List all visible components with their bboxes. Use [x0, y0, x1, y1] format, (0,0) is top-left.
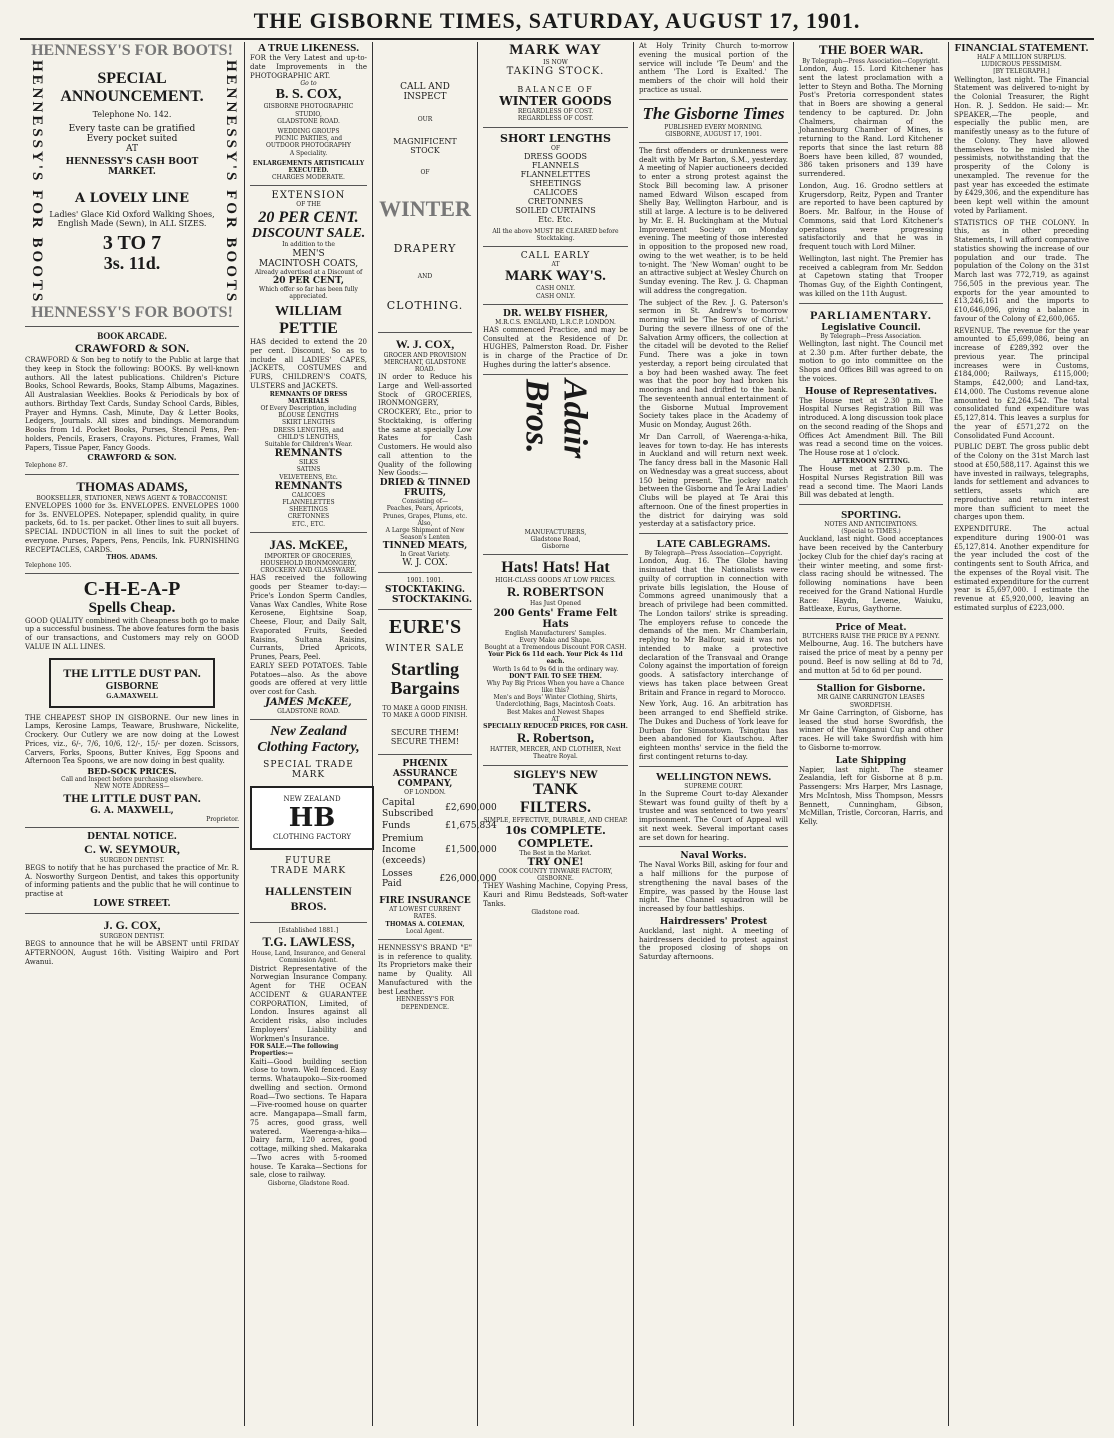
- adams-telephone: Telephone 105.: [25, 561, 72, 569]
- shipment: A Large Shipment of New Season's Lenten: [385, 526, 465, 542]
- allowed: Already advertised at a Discount of: [254, 268, 363, 276]
- boer-text: London, Aug. 15. Lord Kitchener has sent the latest proclamation with a letter to Steyn and Botha. The Morning Post's Pretoria correspondent states that in Boers are showing a general tendency to be captured. Dr. John Chalmers, chairman of the Johannesburg Chamber of Mines, is returning to the Rand. Lord Kitchener reports that since the last return 88 Boers have been killed, 87 wounded, 386 taken prisoners and 139 have surrendered.: [799, 65, 943, 179]
- robertson: R. ROBERTSON: [506, 584, 605, 600]
- cox-dentist-sub: SURGEON DENTIST.: [99, 932, 165, 940]
- local-agent: Local Agent.: [405, 927, 445, 935]
- addition: In addition to the: [282, 241, 335, 249]
- above-cleared: All the above MUST BE CLEARED before Stocktaking.: [492, 227, 619, 242]
- mens: MEN'S: [292, 248, 325, 259]
- herb-text: THEY Washing Machine, Copying Press, Kauri and Rimu Bedsteads, Soft-water Tanks.: [483, 882, 628, 908]
- shipping-text: Napier, last night. The steamer Zealandia, left for Gisborne at 8 p.m. Passengers: Mrs Harper, Mrs Lasnage, Mrs McIntosh, Miss Thompson, Messrs Bennett, Cunningham, Gibson, McMillan, Tristle, Corcoran, Harris, and Kelly.: [799, 765, 943, 826]
- fin-text-3: REVENUE. The revenue for the year amounted to £5,699,086, being an increase of £289,392 over the previous year. The principal increases were in Customs, £184,000; Railways, £115,000; Stamps, £42,000; and Land-tax, £14,000. The Customs revenue alone amounted to £2,264,542. The total consolidated fund expenditure was £5,127,814. This leaves a surplus for the year of £571,272 on the Consolidated Fund Account.: [954, 326, 1089, 440]
- boer-sub: By Telegraph—Press Association—Copyright.: [802, 58, 940, 65]
- cheap-title: C-H-E-A-P: [83, 577, 181, 600]
- dustpan-logo-title: THE LITTLE DUST PAN.: [63, 665, 201, 680]
- lawless-text: District Representative of the Norwegian Insurance Company. Agent for THE OCEAN ACCIDENT & GUARANTEE CORPORATION, Limited, of London. Insures against all Accident risks, also includes Employers' Liability and Workmen's Insurance.: [250, 964, 367, 1043]
- special-announcement: SPECIAL ANNOUNCEMENT.: [60, 70, 204, 105]
- phoenix: PHŒNIX ASSURANCE COMPANY,: [392, 758, 458, 789]
- church-text: At Holy Trinity Church to-morrow evening the musical portion of the service will include 'Te Deum' and the anthem 'The Lord is Exalted.' The members of the choir will hold their practice as usual.: [639, 42, 788, 94]
- winter: WINTER: [379, 196, 471, 222]
- paper-sub: PUBLISHED EVERY MORNING.: [664, 123, 763, 131]
- house-reps: House of Representatives.: [804, 386, 937, 397]
- sigley: SIGLEY'S NEW: [513, 769, 598, 781]
- editorial-3: Mr Dan Carroll, of Waerenga-a-hika, leaves for town to-day. He has interests in Auckland and will return next week. The fancy dress ball in the Masonic Hall on Wednesday was a great success, about 150 being present. The jockey match between the Gisborne and Te Arai Ladies' Clubs will be played at Te Arai this afternoon. One of the finest properties in the district for dairying was sold yesterday at a satisfactory price.: [639, 432, 788, 529]
- capital-value: £2,690,000: [445, 803, 497, 814]
- notes-anticipations: NOTES AND ANTICIPATIONS.: [824, 521, 918, 529]
- fin-text-4: PUBLIC DEBT. The gross public debt of the Colony on the 31st March last stood at £50,588,117. Against this we have invested in railways, telegraphs, lands for settlement and advances to settlers, assets which are reproductive and return interest more than sufficient to meet the charges upon them.: [954, 443, 1089, 522]
- suitable: Suitable for Children's Wear.: [264, 441, 353, 449]
- lowest-rates: AT LOWEST CURRENT RATES.: [389, 906, 461, 921]
- call-early: CALL EARLY: [520, 251, 591, 262]
- editorial-1: The first offenders or drunkenness were dealt with by Mr Barton, S.M., yesterday. A meeting of Napier auctioneers decided to enter a strong protest against the Stock Bill becoming law. A prisoner named Edward Wilson escaped from Shelly Bay, Wellington Harbour, and is still at large. A lecture is to be delivered by Mr. E. H. Buckingham at the Mutual Improvement Society on Monday evening. The meeting of those interested in opposition to the proposed new road, owing to the wet weather, is to be held to-night. The 'New Woman' ought to be an attractive subject at Wesley Church on Sunday evening. The Rev. J. G. Chapman will address the congregation.: [639, 146, 788, 295]
- gisborne-addr: Gisborne, Gladstone Road.: [267, 1180, 350, 1188]
- stallion: Stallion for Gisborne.: [816, 684, 926, 695]
- balance: BALANCE OF: [517, 85, 594, 95]
- hennessy-side-right: HENNESSY'S FOR BOOTS: [223, 60, 239, 305]
- proprietor: Proprietor.: [206, 815, 239, 823]
- mckee-addr: GLADSTONE ROAD.: [277, 707, 340, 715]
- stocktaking-2: STOCKTAKING.: [392, 594, 472, 605]
- boer-text-2: London, Aug. 16. Grodno settlers at Krugersdorp, Reitz, Pypen and Tranter are reported to have been captured by Boers. Mr. Balfour, in the House of Commons, said that Lord Kitchener's operations were progressing satisfactorily and that he was in frequent touch with Lord Milner.: [799, 181, 943, 252]
- column-5: [634, 42, 793, 1426]
- percent: 20 PER CENT.: [258, 208, 359, 226]
- robertson-2: R. Robertson,: [517, 730, 594, 746]
- crawford-sign: CRAWFORD & SON.: [87, 452, 177, 463]
- hennessy-banner-bottom: HENNESSY'S FOR BOOTS!: [31, 304, 233, 322]
- discount-sale: DISCOUNT SALE.: [251, 226, 366, 242]
- council-text: Wellington, last night. The Council met at 2.30 p.m. After further debate, the motion to go into committee on the Shops and Offices Bill was agreed to on the voices.: [799, 339, 943, 383]
- allowed2: 20 PER CENT,: [273, 275, 344, 286]
- taking-stock: TAKING STOCK.: [506, 66, 605, 78]
- dustpan-logo-town: GISBORNE: [105, 680, 159, 692]
- late-shipping: Late Shipping: [835, 755, 907, 766]
- for-sale: FOR SALE.—The following Properties:—: [250, 1043, 339, 1058]
- mckee-text: HAS received the following goods per Steamer to-day:— Price's London Sperm Candles, Vanas Wax Candles, White Rose Kerosene, Eightsine Soap, Cheese, Flour, and Daily Salt, Evaporated Fruits, Seeded Raisins, Sultana Raisins, Currants, Dried Apricots, Prunes, Pears, Peel.: [250, 574, 367, 662]
- capital-label: Premium Income (exceeds): [382, 834, 426, 866]
- dont-fail: DON'T FAIL TO SEE THEM.: [509, 672, 602, 680]
- wj-cox: W. J. COX,: [395, 336, 455, 351]
- remnant-items-2: CALICOES FLANNELETTES SHEETINGS CRETONNES ETC., ETC.: [282, 491, 335, 528]
- paper-date: GISBORNE, AUGUST 17, 1901.: [665, 130, 762, 138]
- late-text-2: New York, Aug. 16. An arbitration has been arranged to end Sheffield strike. The Dukes and Duchess of York leave for Durban for Simonstown. Tsingtau has been abandoned for Kiautschou. After eighteen months' service in the field the first contingent returns to-day.: [639, 700, 788, 761]
- wj-cox-text: IN order to Reduce his Large and Well-assorted Stock of GROCERIES, IRONMONGERY, CROCKERY, Etc., prior to Stocktaking, is offering the same at specially Low Rates for Cash Customers. He would also call attention to the Quality of the following New Goods:—: [378, 373, 472, 478]
- blouse-lengths: BLOUSE LENGTHS SKIRT LENGTHS DRESS LENGTHS, and CHILD'S LENGTHS,: [273, 412, 344, 441]
- enlargements: ENLARGEMENTS ARTISTICALLY EXECUTED.: [252, 159, 365, 174]
- adair-town: Gisborne: [541, 543, 570, 550]
- column-4: [478, 42, 633, 1426]
- column-1: [20, 42, 244, 1426]
- wellington-news: WELLINGTON NEWS.: [655, 770, 772, 783]
- naval-works: Naval Works.: [680, 851, 747, 862]
- stallion-text: Mr Gaine Carrington, of Gisborne, has leased the stud horse Swordfish, the winner of the Wanganui Cup and other races. He will take Swordfish with him to Gisborne to-morrow.: [799, 708, 943, 752]
- consisting: Consisting of—: [402, 498, 448, 506]
- telephone: Telephone No. 142.: [92, 110, 172, 119]
- afternoon-text: The House met at 2.30 p.m. The Hospital Nurses Registration Bill was read a second time. The Maori Lands Bill was debated at length.: [799, 465, 943, 500]
- wj-cox-sub: GROCER AND PROVISION MERCHANT, GLADSTONE ROAD.: [383, 351, 467, 373]
- logo-hb: HB: [288, 802, 336, 833]
- maxwell: G. A. MAXWELL,: [90, 805, 174, 816]
- true-likeness: A TRUE LIKENESS.: [258, 42, 359, 54]
- by-telegraph: [BY TELEGRAPH.]: [993, 68, 1050, 76]
- dustpan-text: THE CHEAPEST SHOP IN GISBORNE. Our new lines in Lamps, Kerosine Lamps, Teaware, Brushware, Nickelite, Crockery. Our Cutlery we are now doing at the Lowest Prices, viz., 6/-, 7/6, 10/6, 12/-, 15/- per dozen. Scissors, Carvers, Forks, Spoons, Butter Knives, Egg Spoons and Afternoon Tea Spoons, we are now doing in best quality.: [25, 713, 239, 766]
- make-room: TO MAKE A GOOD FINISH. TO MAKE A GOOD FINISH.: [382, 705, 468, 720]
- lovely-line: A LOVELY LINE: [75, 190, 189, 206]
- cox-intro: FOR the Very Latest and up-to-date Improvements in the PHOTOGRAPHIC ART.: [250, 54, 367, 80]
- years: 1901. 1901.: [406, 577, 444, 585]
- legislative-council: Legislative Council.: [821, 322, 921, 333]
- remnants-3: REMNANTS: [274, 480, 343, 492]
- capital-value: £1,500,000: [445, 844, 497, 855]
- adair-manu: MANUFACTURERS,: [524, 528, 587, 536]
- mark-ways: MARK WAY'S.: [505, 268, 606, 285]
- parliamentary: PARLIAMENTARY.: [810, 307, 932, 322]
- fin-text-1: Wellington, last night. The Financial Statement was delivered to-night by the Colonial Treasurer, the Right Hon. R. J. Seddon. He said:— Mr. SPEAKER,—The people, and especially the public men, are manifestly uneasy as to the future of the Colony. They have allowed themselves to be misled by the pessimists, notwithstanding that the prosperity of the Colony is unexampled. The revenue for the past year has exceeded the estimate by £429,306, and the expenditure has been kept well within the amount voted by Parliament.: [954, 75, 1089, 215]
- cox-road: GLADSTONE ROAD.: [277, 117, 340, 125]
- hair-text: Auckland, last night. A meeting of hairdressers decided to protest against the proposed closing of shops on Saturday afternoons.: [639, 926, 788, 961]
- wj-cox-sign: W. J. COX.: [402, 558, 448, 569]
- eures: EURE'S: [388, 615, 462, 638]
- secure-them: SECURE THEM! SECURE THEM!: [390, 727, 460, 746]
- late-sub: By Telegraph—Press Association—Copyright.: [644, 550, 783, 558]
- cox-dentist: J. G. COX,: [103, 917, 161, 932]
- special-trade: SPECIAL TRADE: [263, 759, 354, 770]
- logo-nz: NEW ZEALAND: [283, 794, 341, 803]
- remnants-dress: REMNANTS OF DRESS MATERIALS: [269, 390, 348, 405]
- extension: EXTENSION: [271, 190, 346, 202]
- cox-dentist-text: BEGS to announce that he will be ABSENT until FRIDAY AFTERNOON, August 16th. Visiting Waipiro and Port Awanui.: [25, 940, 239, 966]
- masthead-title: THE GISBORNE TIMES, SATURDAY, AUGUST 17, 1901.: [253, 8, 861, 33]
- hennessy-brand: HENNESSY'S BRAND "E" is in reference to quality. Its Proprietors make their name by Quality. All Manufactured with the best Leather.: [378, 943, 472, 996]
- gladstone-rd: Gladstone road.: [531, 908, 580, 916]
- sporting-text: Auckland, last night. Good acceptances have been received by the Canterbury Jockey Club for the chief day's racing at their winter meeting, and some first-class racing should be witnessed. The following nominations have been received for the Grand National Hurdle Race: Haydn, Levene, Waiuku, Battleaxe, Eurus, Gaythorne.: [799, 535, 943, 614]
- afternoon-sitting: AFTERNOON SITTING.: [832, 457, 910, 465]
- tens-complete: 10s COMPLETE. COMPLETE.: [505, 823, 606, 850]
- crawford-text: CRAWFORD & Son beg to notify to the Public at large that they keep in Stock the following: BOOKS. By well-known authors. All the latest publications. Children's Picture Books, School Rewards, Books, Stamp Albums, Magazines. All Australasian Weeklies. Books & Periodicals by box of authors. Birthday Text Cards, Sunday School Cards, Bibles, Prayer and Hymns. Cash, Minute, Day & Letter Books, Ledgers, Journals. All sizes and bindings. Memorandum Books from 1d. Pocket Books, Purses, Stencil Pens, Pen-holders, Pencils, Erasers, Crayons. Pictures, Frames, Wall Papers, Tissue Paper, Fancy Goods.: [25, 356, 239, 452]
- fisher-sub: M.R.C.S. ENGLAND, L.R.C.P. LONDON.: [495, 318, 616, 326]
- established: [Established 1881.]: [278, 926, 339, 934]
- price-of-meat: Price of Meat.: [835, 623, 907, 634]
- supreme-court: SUPREME COURT.: [684, 782, 743, 790]
- half-million: HALF A MILLION SURPLUS.: [976, 54, 1067, 61]
- mckee-title: JAS. McKEE,: [269, 536, 348, 552]
- hennessy-dependence: HENNESSY'S FOR DEPENDENCE.: [396, 996, 454, 1011]
- fisher-text: HAS commenced Practice, and may be Consulted at the Residence of Dr. HUGHES, Palmerston Road. Dr. Fisher is in charge of the Practice of Dr. Hughes during the latter's absence.: [483, 325, 628, 369]
- pettie: PETTIE: [279, 320, 338, 338]
- stocktaking-1: STOCKTAKING.: [385, 584, 465, 595]
- every-make: Every Make and Shape.: [519, 636, 592, 644]
- late-cablegrams: LATE CABLEGRAMS.: [656, 538, 771, 551]
- dustpan-note: Call and Inspect before purchasing elsewhere.: [61, 776, 203, 784]
- charges: CHARGES MODERATE.: [272, 174, 345, 182]
- meat-text: Melbourne, Aug. 16. The butchers have raised the price of meat by a penny per pound. Beef is now selling at 8d to 7d, and mutton at 5d to 6d per pound.: [799, 640, 943, 675]
- winter-goods: WINTER GOODS: [499, 94, 612, 109]
- short-of: OF: [550, 144, 561, 152]
- coleman: THOMAS A. COLEMAN,: [385, 920, 465, 928]
- hennessy-ad: [25, 60, 239, 304]
- little-dust-pan-logo: [49, 658, 215, 708]
- our: OUR: [417, 116, 433, 123]
- column-6: [794, 42, 948, 1426]
- adair-bros-vertical: Adair Bros.: [518, 378, 594, 458]
- capital-value: £26,000,000: [439, 873, 497, 884]
- regardless: REGARDLESS OF COST. REGARDLESS OF COST.: [517, 108, 594, 123]
- remnant-items: SILKS SATINS VELVETEENS, Etc.: [279, 459, 338, 481]
- felt-hats: 200 Gents' Frame Felt Hats: [493, 607, 618, 630]
- fin-text-2: STATISTICS OF THE COLONY. In this, as in other preceding Statements, I will afford comparative statistics showing the increase of our population and our trade. The population of the Colony on the 31st March last was 772,719, as against 756,505 in the previous year. The exports for the year amounted to £13,246,161 and the imports to £10,646,096, giving a balance in favour of the Colony of £2,600,065.: [954, 218, 1089, 323]
- dental-notice: DENTAL NOTICE.: [87, 831, 177, 842]
- best-market: The Best in the Market.: [519, 849, 592, 857]
- trade-mark: TRADE MARK: [270, 865, 347, 876]
- adair-brand-block: [483, 379, 628, 529]
- column-7: [949, 42, 1094, 1426]
- capital-label: Losses Paid: [382, 868, 413, 890]
- clothing: CLOTHING.: [386, 298, 464, 312]
- adams-text: ENVELOPES 1000 for 3s. ENVELOPES. ENVELOPES 1000 for 3s. ENVELOPES. Notepaper, splendid quality, in quire packets, 6d. to 1s. per packet. Other lines to suit all buyers. SPECIAL INDUCTION in all lines to suit the pocket of everyone. Purses, Papers, Pens, Pencils, Ink. FURNISHING RECEPTACLES, CARDS.: [25, 501, 239, 554]
- best-makes: Best Makes and Newest Shapes: [506, 708, 605, 716]
- cook-county: COOK COUNTY TINWARE FACTORY, GISBORNE.: [498, 867, 613, 883]
- mens-boys: Men's and Boys' Winter Clothing, Shirts, Underclothing, Bags, Macintosh Coats.: [493, 694, 618, 709]
- special-to-times: (Special to TIMES.): [841, 528, 901, 536]
- hats: Hats! Hats! Hat: [501, 559, 610, 577]
- boer-text-3: Wellington, last night. The Premier has received a cablegram from Mr. Seddon at Capetown stating that Trooper Thomas Guy, of the Eighth Contingent, was killed on the 11th August.: [799, 254, 943, 298]
- taste-text: Every taste can be gratified Every pocket suited AT: [68, 123, 196, 154]
- lowe-street: LOWE STREET.: [93, 898, 171, 909]
- lawless: T.G. LAWLESS,: [262, 934, 355, 950]
- mckee-sub: IMPORTER OF GROCERIES, HOUSEHOLD IRONMONGERY, CROCKERY AND GLASSWARE.: [260, 552, 357, 575]
- simple: SIMPLE, EFFECTIVE, DURABLE, AND CHEAP.: [483, 816, 628, 824]
- fisher: DR. WELBY FISHER,: [503, 308, 608, 319]
- column-2: [245, 42, 372, 1426]
- every-description: Of Every Description, including: [260, 405, 357, 413]
- fire-insurance: FIRE INSURANCE: [379, 896, 471, 907]
- cheap-text: GOOD QUALITY combined with Cheapness both go to make up a successful business. The above features form the basis of our transactions, and Customers may rely on GOOD VALUE IN ALL LINES.: [25, 616, 239, 651]
- naval-text: The Naval Works Bill, asking for four and a half millions for the purpose of strengthening the naval bases of the Empire, was passed by the House last night. The Channel squadron will be increased by four battleships.: [639, 861, 788, 913]
- capital-label: Funds: [382, 821, 411, 832]
- crawford-telephone: Telephone 87.: [25, 462, 68, 470]
- special-prices: SPECIALLY REDUCED PRICES, FOR CASH.: [483, 723, 628, 730]
- of: OF: [420, 169, 430, 177]
- editorial-2: The subject of the Rev. J. G. Paterson's sermon in St. Andrew's to-morrow morning will be 'The Sorrow of Christ.' During the severe illness of one of the Salvation Army officers, the collection at the citadel will be devoted to the Relief Fund. There was a joke in town yesterday, a report being circulated that a boy had been washed away. The feet was that the poor boy had broken his moorings and had drifted to the bank. The seventeenth annual entertainment of the Gisborne Mutual Improvement Society takes place in the Academy of Music on Monday, August 26th.: [639, 298, 788, 430]
- house-text: The House met at 2.30 p.m. The Hospital Nurses Registration Bill was introduced. A long discussion took place on the second reading of the Shops and Offices Act Amendment Bill. The Bill was read a second time on the voices. The House rose at 1 o'clock.: [799, 396, 943, 458]
- mark: MARK: [291, 769, 326, 780]
- cox-services: WEDDING GROUPS PICNIC PARTIES, and OUTDOOR PHOTOGRAPHY A Speciality.: [265, 128, 352, 157]
- is-now: IS NOW: [543, 59, 568, 66]
- capital-label: Capital Subscribed: [382, 797, 434, 819]
- stallion-sub: MR GAINE CARRINGTON LEASES SWORDFISH.: [817, 694, 925, 709]
- adams-sign: THOS. ADAMS.: [106, 554, 158, 562]
- cox-studio: GISBORNE PHOTOGRAPHIC STUDIO,: [263, 103, 354, 118]
- future: FUTURE: [285, 855, 332, 866]
- mckee-text-2: EARLY SEED POTATOES. Table Potatoes—also. As the above goods are offered at very little over cost for Cash.: [250, 661, 367, 697]
- robertson-sub: HATTER, MERCER, AND CLOTHIER, Next Theatre Royal.: [489, 746, 622, 761]
- and: AND: [417, 273, 433, 281]
- just-opened: Has Just Opened: [529, 600, 582, 608]
- adair-addr: Gladstone Road,: [530, 535, 581, 543]
- tinned-meats: TINNED MEATS,: [382, 541, 468, 552]
- adams-sub: BOOKSELLER, STATIONER, NEWS AGENT & TOBACCONIST.: [36, 494, 228, 502]
- book-arcade: BOOK ARCADE.: [97, 331, 167, 342]
- at-2: AT: [551, 715, 560, 723]
- seymour-sub: SURGEON DENTIST.: [99, 856, 165, 864]
- of-the: OF THE: [296, 201, 321, 209]
- lawless-props: Kaiti—Good building section close to town. Well fenced. Easy terms. Whataupoko—Six-roomed dwelling and section. Ormond Road—Two sections. Te Hapara—Five-roomed house on quarter acre. Mangapapa—Small farm, 75 acres, good grass, well watered. Waerenga-a-hika—Dairy farm, 120 acres, good cottage, milking shed. Makaraka—Two acres with 5-roomed house. Te Karaka—Sections for sale, close to railway.: [250, 1057, 367, 1180]
- sporting: SPORTING.: [841, 509, 901, 522]
- paper-title: The Gisborne Times: [642, 103, 785, 123]
- seymour-text: BEGS to notify that he has purchased the practice of Mr. R. A. Nosworthy Surgeon Dentist, and takes this opportunity of informing patients and the public that he will continue to practise at: [25, 863, 239, 899]
- new-address: NEW NOTE ADDRESS—: [94, 783, 170, 791]
- call-and-inspect: CALL AND INSPECT: [400, 82, 450, 102]
- butchers: BUTCHERS RAISE THE PRICE BY A PENNY.: [802, 633, 940, 641]
- at: AT: [551, 261, 560, 269]
- hennessy-banner-top: HENNESSY'S FOR BOOTS!: [31, 42, 233, 59]
- try-one: TRY ONE!: [527, 856, 584, 868]
- which: Which offer so far has been fully appreciated.: [259, 285, 358, 301]
- dustpan-logo-owner: G.A.MAXWELL: [106, 691, 158, 700]
- variety: In Great Variety.: [400, 551, 450, 559]
- fruits: Peaches, Pears, Apricots, Prunes, Grapes, Plums, etc.: [382, 505, 468, 520]
- cash-boot-market: HENNESSY'S CASH BOOT MARKET.: [65, 156, 199, 177]
- william: WILLIAM: [275, 304, 342, 320]
- hallenstein: HALLENSTEIN BROS.: [265, 883, 352, 913]
- goods-list: DRESS GOODS FLANNELS FLANNELETTES SHEETINGS CALICOES CRETONNES SOILED CURTAINS Etc. Etc.: [515, 151, 596, 224]
- capital-value: £1,675,834: [445, 821, 497, 832]
- remnants-2: REMNANTS: [274, 448, 343, 460]
- council-sub: By Telegraph—Press Association.: [820, 332, 922, 340]
- dustpan-end: THE LITTLE DUST PAN.: [63, 790, 201, 805]
- also: Also,: [417, 519, 433, 527]
- mark-way: MARK WAY: [509, 42, 602, 58]
- late-text: London, Aug. 16. The Globe having insinuated that the Nationalists were guilty of corruption in connection with private bills legislation, the House of Commons agreed unanimously that a breach of privilege had been committed. The London tailors' strike is spreading. The employers refuse to concede the demands of the men. Mr Chamberlain, replying to Mr Balfour, said it was not intended to make a protective declaration of the Transvaal and Orange Colony against the importation of foreign goods. A satisfactory interchange of views has taken place between Great Britain and France in regard to Morocco.: [639, 557, 788, 697]
- bought: Bought at a Tremendous Discount FOR CASH.: [484, 643, 627, 651]
- masthead: [20, 4, 1094, 40]
- magnificent: MAGNIFICENT STOCK: [393, 137, 457, 156]
- logo-cf: CLOTHING FACTORY: [273, 832, 351, 841]
- cash-only: CASH ONLY. CASH ONLY.: [535, 285, 576, 300]
- dried-fruits: DRIED & TINNED FRUITS,: [379, 478, 471, 499]
- mckee-sign: JAMES McKEE,: [265, 696, 352, 708]
- boer-war: THE BOER WAR.: [818, 42, 924, 57]
- hennessy-side-left: HENNESSY'S FOR BOOTS: [29, 60, 45, 305]
- wellington-text: In the Supreme Court to-day Alexander Stewart was found guilty of theft by a trustee and was sentenced to two years' imprisonment. The Court of Appeal will sit next week. Several important cases are set down for hearing.: [639, 789, 788, 842]
- ladies-shoes: Ladies' Glace Kid Oxford Walking Shoes, English Made (Sewn), in ALL SIZES.: [49, 209, 215, 228]
- financial-statement: FINANCIAL STATEMENT.: [954, 42, 1089, 54]
- spells-cheap: Spells Cheap.: [88, 599, 176, 616]
- phoenix-london: OF LONDON.: [404, 788, 446, 796]
- hats-text: HIGH-CLASS GOODS AT LOW PRICES.: [495, 577, 616, 585]
- seymour: C. W. SEYMOUR,: [84, 841, 180, 856]
- fin-text-5: EXPENDITURE. The actual expenditure during 1900-01 was £5,127,814. Another expenditure for the year included the cost of the contingents sent to South Africa, and the expenses of the Royal visit. The estimated expenditure for the current year is £5,697,000. I estimate the revenue at £5,920,000, leaving an estimated surplus of £223,000.: [954, 525, 1089, 612]
- price: 3s. 11d.: [103, 252, 161, 273]
- lawless-sub: House, Land, Insurance, and General Commission Agent.: [251, 950, 366, 965]
- filters: FILTERS.: [520, 798, 591, 816]
- bargains: Bargains: [390, 678, 460, 699]
- your-pick: Your Pick 6s 11d each. Your Pick 4s 11d each.: [488, 651, 623, 666]
- macintosh: MACINTOSH COATS,: [258, 258, 359, 269]
- nz-clothing-factory: New Zealand Clothing Factory,: [257, 723, 360, 755]
- crawford-title: CRAWFORD & SON.: [74, 341, 190, 356]
- go-to: Go to: [300, 80, 317, 88]
- hairdressers: Hairdressers' Protest: [659, 916, 768, 927]
- startling: Startling: [390, 658, 459, 679]
- ludicrous: LUDICROUS PESSIMISM.: [981, 61, 1062, 69]
- adams-title: THOMAS ADAMS,: [76, 478, 188, 494]
- english-samples: English Manufacturers' Samples.: [504, 629, 607, 637]
- tank: TANK: [532, 780, 579, 798]
- pettie-text: HAS decided to extend the 20 per cent. Discount, So as to include all LADIES' CAPES, JACKETS, COSTUMES and FURS, CHILDREN'S COATS, ULSTERS and JACKETS.: [250, 338, 367, 390]
- column-3: [373, 42, 497, 1426]
- sizes: 3 TO 7: [102, 231, 162, 254]
- why-pay: Why Pay Big Prices When you have a Chance like this?: [486, 679, 625, 695]
- cox-name: B. S. COX,: [275, 87, 342, 103]
- drapery: DRAPERY: [393, 242, 457, 256]
- short-lengths: SHORT LENGTHS: [500, 131, 611, 145]
- hb-trade-mark-logo: [250, 786, 374, 850]
- worth: Worth 1s 6d to 9s 6d in the ordinary way.: [492, 665, 619, 673]
- bedsock: BED-SOCK PRICES.: [87, 766, 177, 777]
- winter-sale: WINTER SALE: [385, 643, 465, 654]
